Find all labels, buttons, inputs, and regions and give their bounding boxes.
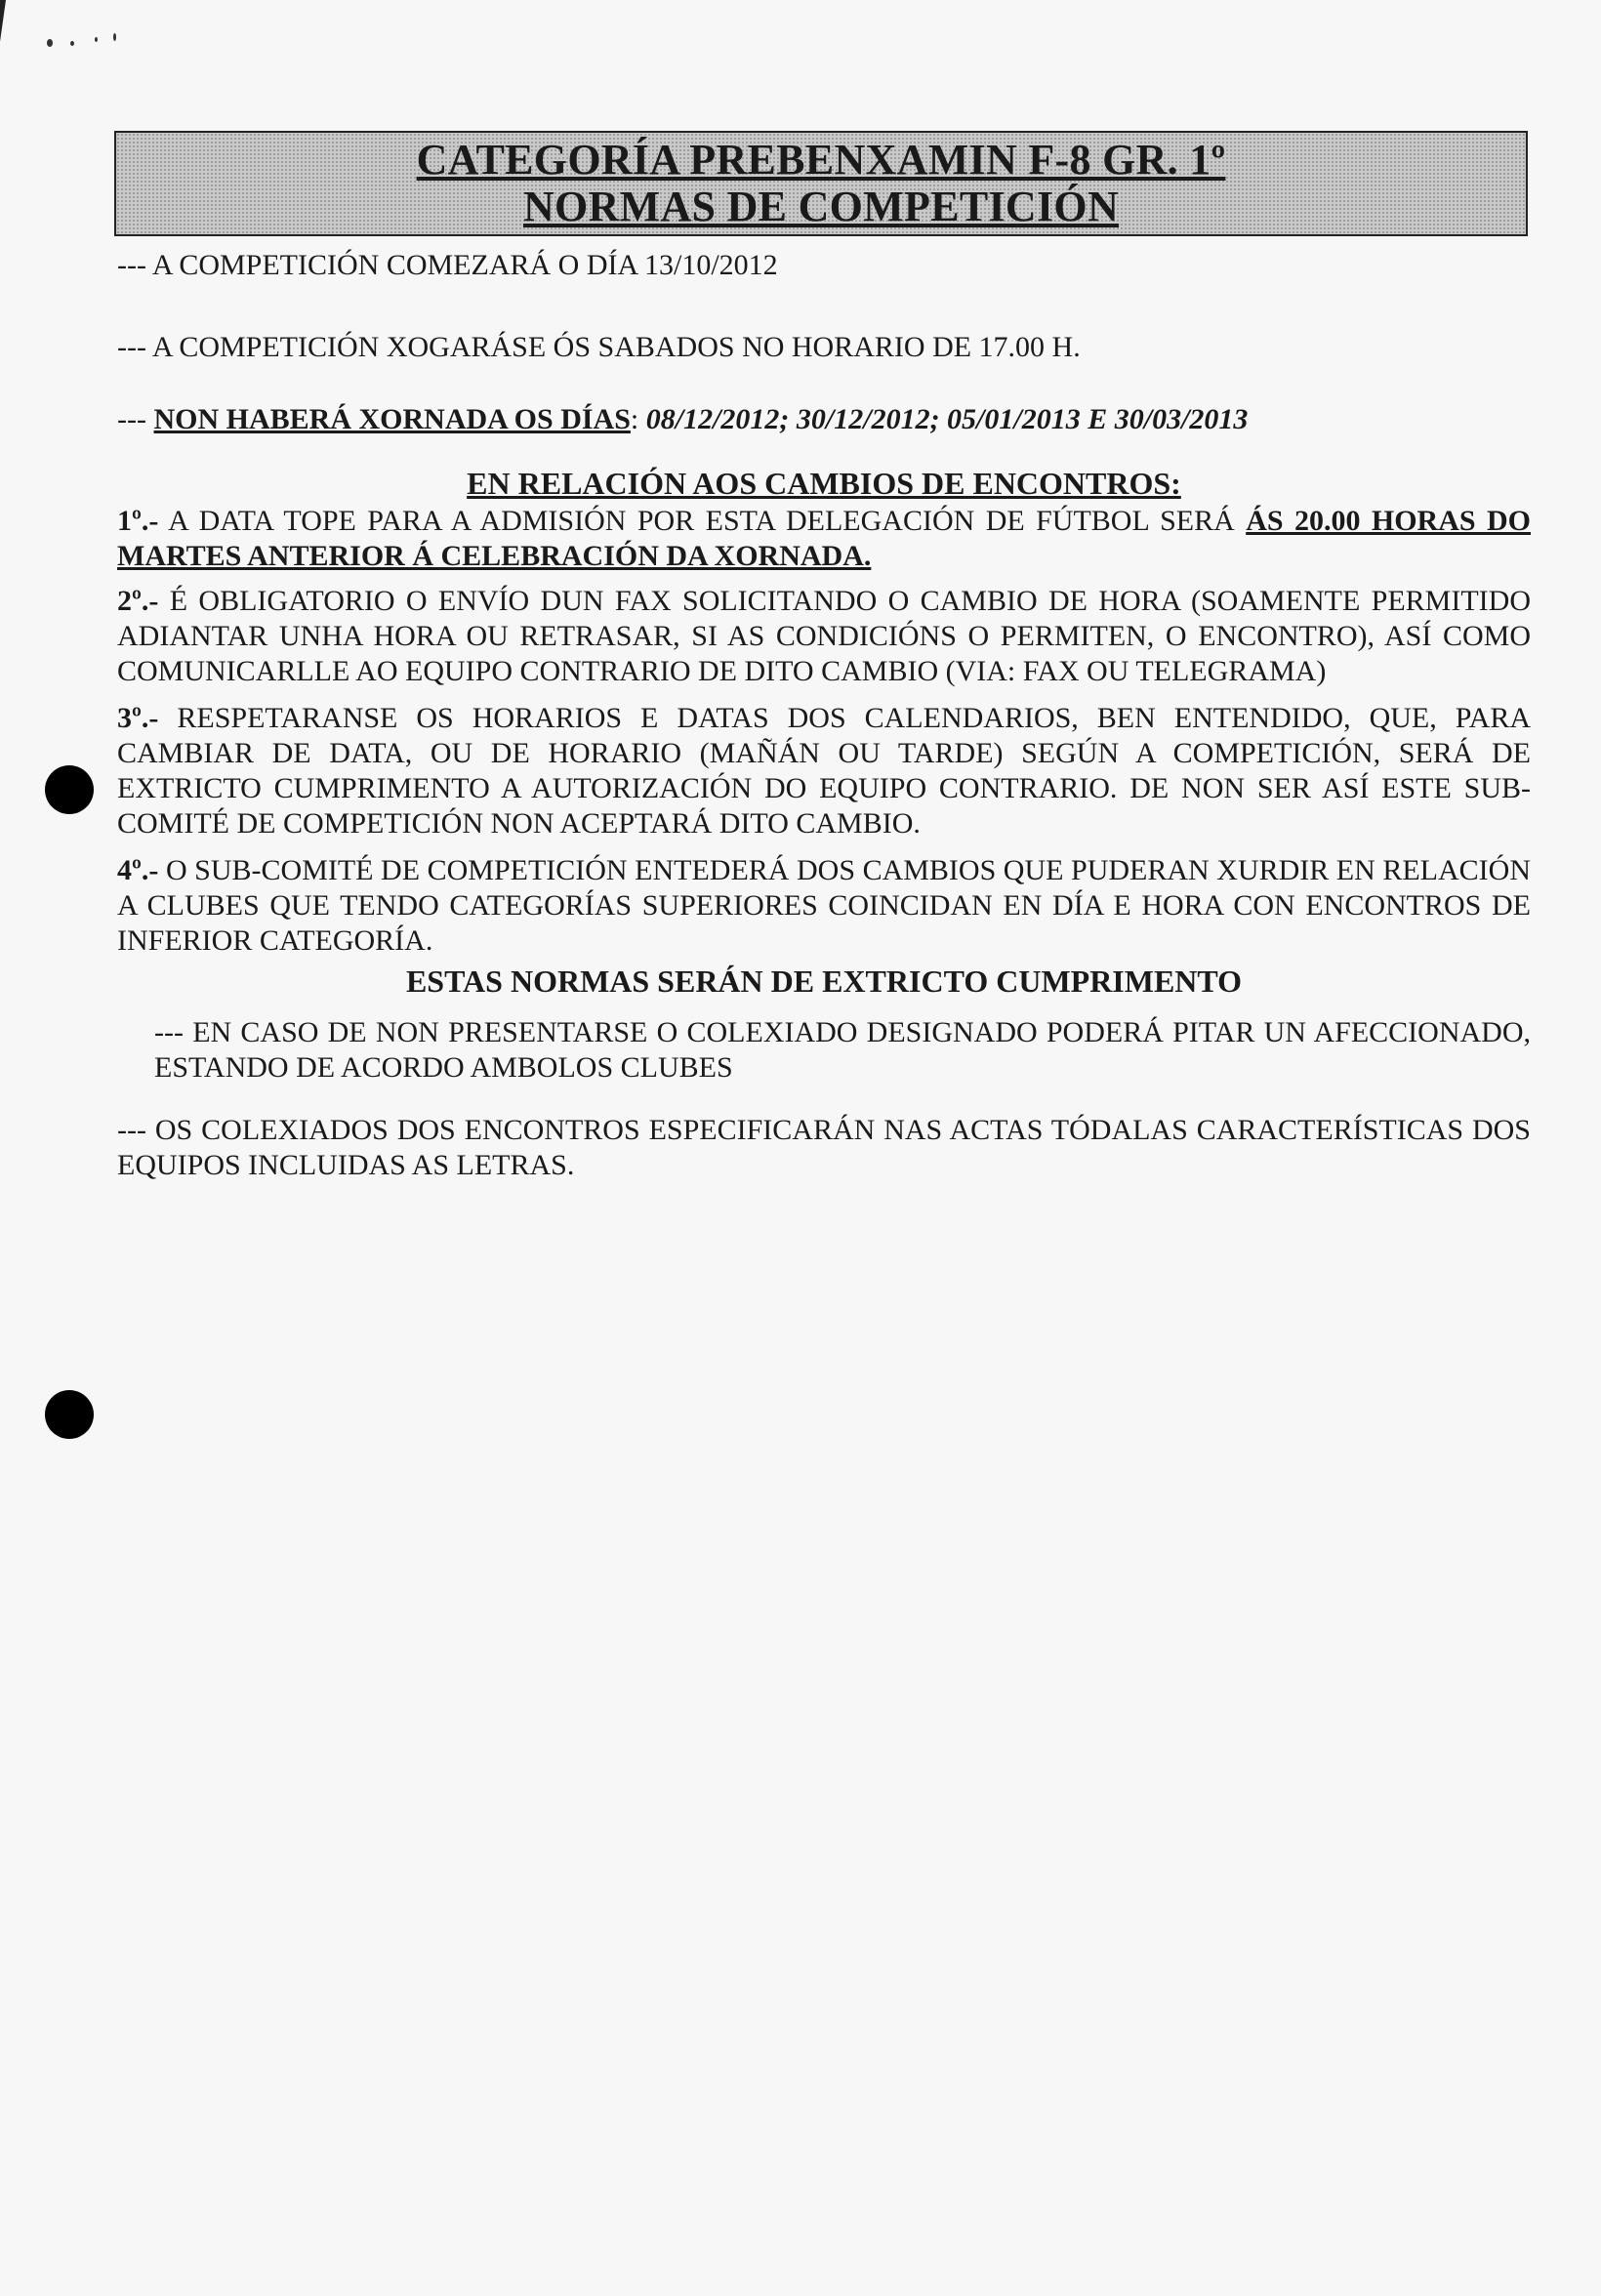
rule-4-text: O SUB-COMITÉ DE COMPETICIÓN ENTEDERÁ DOS CAMBIOS QUE PUDERAN XURDIR EN RELACIÓN A CLUBES QUE TENDO CATEGORÍAS SUPERIORES COINCIDAN EN DÍA E HORA CON ENCONTROS DE INFERIOR CATEGORÍA.: [117, 854, 1531, 957]
scan-speck: [70, 41, 74, 46]
rules-title: NORMAS DE COMPETICIÓN: [522, 183, 1120, 230]
rule-2-text: É OBLIGATORIO O ENVÍO DUN FAX SOLICITANDO O CAMBIO DE HORA (SOAMENTE PERMITIDO ADIANTAR UNHA HORA OU RETRASAR, SI AS CONDICIÓNS O PERMITEN, O ENCONTRO), ASÍ COMO COMUNICARLLE AO EQUIPO CONTRARIO DE DITO CAMBIO (VIA: FAX OU TELEGRAMA): [117, 585, 1531, 687]
match-records-note: --- OS COLEXIADOS DOS ENCONTROS ESPECIFICARÁN NAS ACTAS TÓDALAS CARACTERÍSTICAS DOS EQUIPOS INCLUIDAS AS LETRAS.: [117, 1114, 1531, 1181]
changes-section-title: EN RELACIÓN AOS CAMBIOS DE ENCONTROS:: [467, 466, 1181, 501]
category-title: CATEGORÍA PREBENXAMIN F-8 GR. 1º: [416, 136, 1226, 184]
no-round-line: [117, 402, 1248, 437]
no-round-colon: :: [630, 403, 646, 435]
header-banner: [114, 131, 1528, 236]
no-round-label: NON HABERÁ XORNADA OS DÍAS: [153, 403, 631, 435]
punch-hole-top: [45, 765, 94, 814]
scan-speck: [47, 39, 53, 47]
schedule-line: --- A COMPETICIÓN XOGARÁSE ÓS SABADOS NO HORARIO DE 17.00 H.: [117, 331, 1081, 363]
rule-2-number: 2º.-: [117, 585, 159, 617]
no-round-prefix: ---: [117, 403, 154, 435]
start-date-line: --- A COMPETICIÓN COMEZARÁ O DÍA 13/10/2012: [117, 249, 778, 281]
strict-compliance-title: ESTAS NORMAS SERÁN DE EXTRICTO CUMPRIMENTO: [405, 964, 1243, 999]
rule-3-text: RESPETARANSE OS HORARIOS E DATAS DOS CALENDARIOS, BEN ENTENDIDO, QUE, PARA CAMBIAR DE DATA, OU DE HORARIO (MAÑÁN OU TARDE) SEGÚN A COMPETICIÓN, SERÁ DE EXTRICTO CUMPRIMENTO A AUTORIZACIÓN DO EQUIPO CONTRARIO. DE NON SER ASÍ ESTE SUB-COMITÉ DE COMPETICIÓN NON ACEPTARÁ DITO CAMBIO.: [117, 702, 1531, 840]
scan-speck: [95, 37, 98, 42]
rule-3: [117, 701, 1531, 841]
rule-4-number: 4º.-: [117, 854, 159, 886]
rule-1-deadline: ÁS 20.00 HORAS DO MARTES ANTERIOR Á CELEBRACIÓN DA XORNADA.: [117, 505, 1531, 572]
rule-1: [117, 504, 1531, 574]
no-round-dates: 08/12/2012; 30/12/2012; 05/01/2013 E 30/03/2013: [645, 403, 1249, 435]
rule-1-number: 1º.-: [117, 505, 159, 537]
punch-hole-bottom: [45, 1390, 94, 1439]
rule-2: [117, 584, 1531, 689]
rule-4: [117, 853, 1531, 959]
scan-speck: [113, 33, 116, 41]
rule-1-text: A DATA TOPE PARA A ADMISIÓN POR ESTA DELEGACIÓN DE FÚTBOL SERÁ: [158, 505, 1247, 537]
rule-3-number: 3º.-: [117, 702, 159, 734]
referee-note: --- EN CASO DE NON PRESENTARSE O COLEXIADO DESIGNADO PODERÁ PITAR UN AFECCIONADO, ESTANDO DE ACORDO AMBOLOS CLUBES: [154, 1016, 1531, 1084]
scan-edge-mark: [0, 0, 6, 59]
